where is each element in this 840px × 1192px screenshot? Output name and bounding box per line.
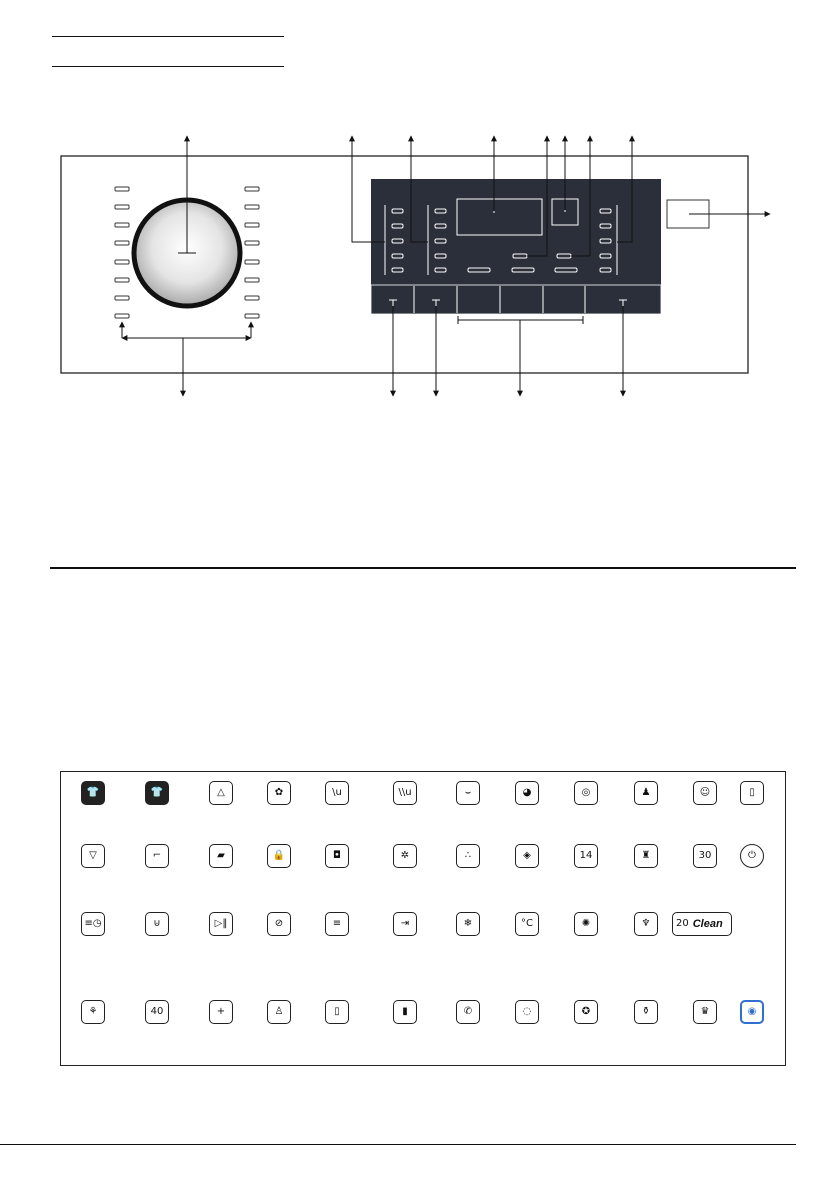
skip-icon: ⇥	[393, 912, 417, 936]
shirt-plus-icon: ♙	[267, 1000, 291, 1024]
child-lock-icon: 🔒	[267, 844, 291, 868]
shirts-icon: ♟	[634, 781, 658, 805]
prewash-tub-icon: \u	[325, 781, 349, 805]
mix-icon: ⚘	[81, 1000, 105, 1024]
door-lock-icon: ▯	[740, 781, 764, 805]
control-panel-diagram	[0, 0, 840, 420]
no-spin-icon: ⊘	[267, 912, 291, 936]
tshirt-dark-icon: 👕	[81, 781, 105, 805]
softener-tub-icon: ◕	[515, 781, 539, 805]
eco-clean-label: Clean	[692, 917, 723, 930]
rinse-tub-icon: ⌣	[456, 781, 480, 805]
eco-bubbles-icon: ∴	[456, 844, 480, 868]
dark-care-icon: ✪	[574, 1000, 598, 1024]
soak-icon: ⊍	[145, 912, 169, 936]
spin-icon: ◎	[574, 781, 598, 805]
bottle-icon: ⚱	[634, 1000, 658, 1024]
cold-icon: ❄	[456, 912, 480, 936]
synthetics-icon: △	[209, 781, 233, 805]
quick-30-icon: 30	[693, 844, 717, 868]
anti-allergy-icon: ✲	[393, 844, 417, 868]
shoes-icon: ▰	[209, 844, 233, 868]
footer-rule	[0, 1144, 796, 1145]
jacket-icon: ♜	[634, 844, 658, 868]
cotton-flower-icon: ✿	[267, 781, 291, 805]
hygiene-icon: ✺	[574, 912, 598, 936]
dial-indicators-left	[115, 187, 129, 318]
eco-clean-20-icon: 20 Clean	[672, 912, 732, 936]
delay-end-icon: ◌	[515, 1000, 539, 1024]
iron-icon: ⌐	[145, 844, 169, 868]
drain-icon: ▽	[81, 844, 105, 868]
outdoor-icon: ▮	[393, 1000, 417, 1024]
quick-14-icon: 14	[574, 844, 598, 868]
down-jacket-icon: ♆	[634, 912, 658, 936]
tshirt-outline-icon: 👕	[145, 781, 169, 805]
temperature-icon: °C	[515, 912, 539, 936]
plus-icon: +	[209, 1000, 233, 1024]
steam-cylinder-icon: ◈	[515, 844, 539, 868]
start-pause-icon: ▷‖	[209, 912, 233, 936]
sports-wear-icon: ♛	[693, 1000, 717, 1024]
super-40-icon: 40	[145, 1000, 169, 1024]
dial-indicators-right	[245, 187, 259, 318]
smart-connect-icon: ◉	[740, 1000, 764, 1024]
wardrobe-icon: ▯	[325, 1000, 349, 1024]
section-divider	[50, 567, 796, 569]
express-icon: ≡	[325, 912, 349, 936]
mainwash-tub-icon: \\u	[393, 781, 417, 805]
remote-icon: ✆	[456, 1000, 480, 1024]
baby-care-icon: ☺	[693, 781, 717, 805]
quick-timer-icon: ≡◷	[81, 912, 105, 936]
tub-clean-icon: ◘	[325, 844, 349, 868]
power-icon: ⏻	[740, 844, 764, 868]
